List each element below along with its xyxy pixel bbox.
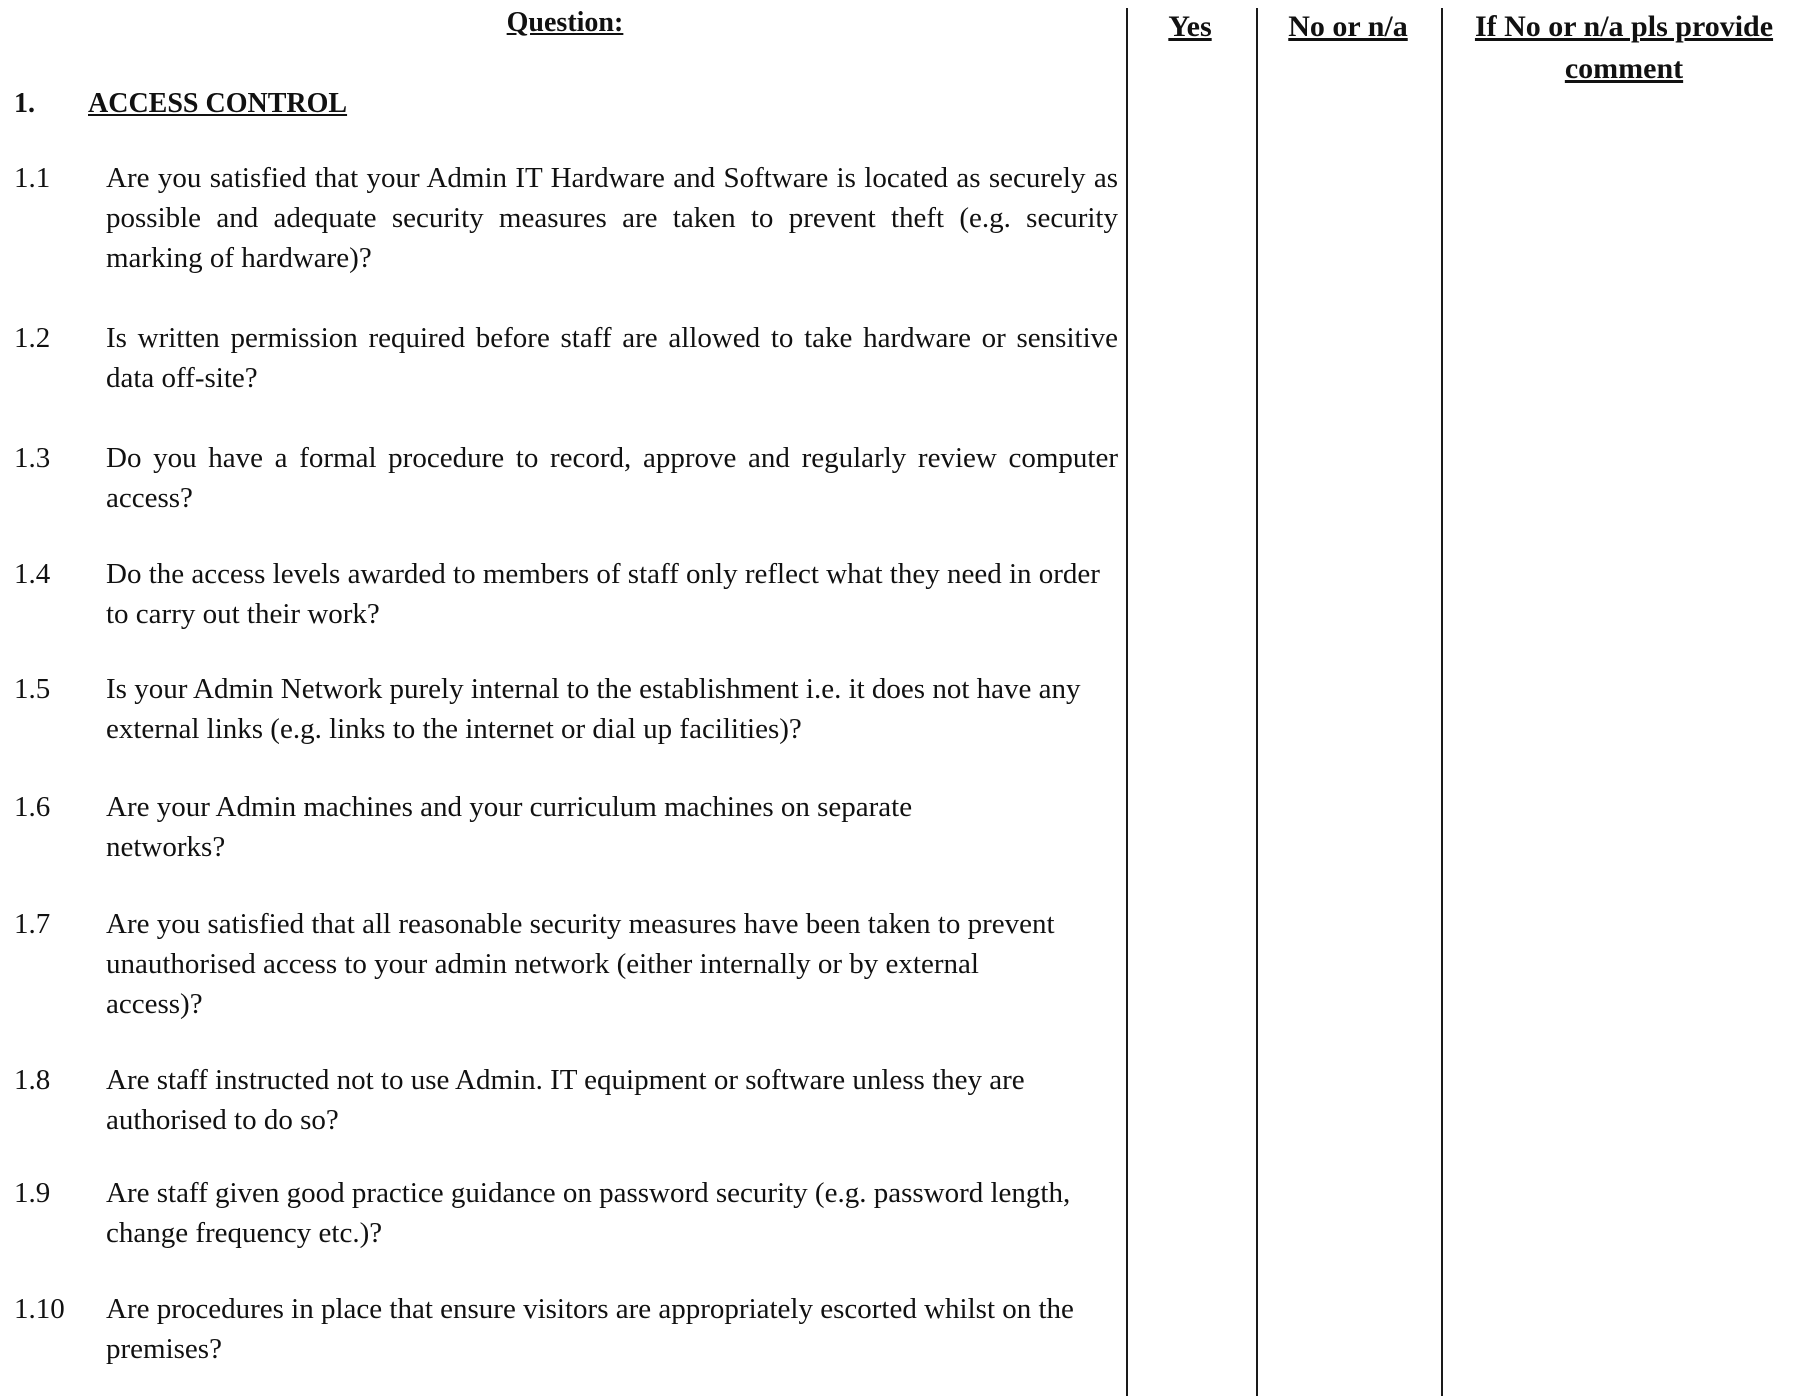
header-question: Question:: [506, 7, 624, 38]
question-number: 1.1: [14, 162, 51, 194]
section-title: ACCESS CONTROL: [88, 88, 348, 119]
question-text: Are procedures in place that ensure visitors are appropriately escorted whilst on the premises?: [106, 1293, 1074, 1365]
column-divider-yes-no: [1256, 8, 1258, 1396]
question-text: Do you have a formal procedure to record, approve and regularly review computer access?: [106, 442, 1118, 514]
column-divider-no-comment: [1441, 8, 1443, 1396]
header-yes: Yes: [1168, 10, 1212, 43]
question-text: Are your Admin machines and your curriculum machines on separate networks?: [106, 791, 913, 863]
question-item: [14, 1289, 1118, 1369]
question-number: 1.4: [14, 558, 51, 590]
header-comment: If No or n/a pls provide comment: [1474, 10, 1774, 85]
question-item: [14, 158, 1118, 278]
section-number: 1.: [14, 88, 35, 119]
question-text: Are you satisfied that your Admin IT Hardware and Software is located as securely as possible and adequate security measures are taken to prevent theft (e.g. security marking of hardware)?: [106, 162, 1118, 274]
question-item: [14, 438, 1118, 518]
question-text: Is your Admin Network purely internal to the establishment i.e. it does not have any external links (e.g. links to the internet or dial up facilities)?: [106, 673, 1081, 745]
question-number: 1.9: [14, 1177, 51, 1209]
question-item: [14, 1173, 1118, 1253]
question-item: [14, 787, 1118, 867]
question-text: Is written permission required before staff are allowed to take hardware or sensitive data off-site?: [106, 322, 1118, 394]
header-no-or-na: No or n/a: [1288, 10, 1408, 43]
question-number: 1.6: [14, 791, 51, 823]
question-text: Are staff instructed not to use Admin. IT equipment or software unless they are authorised to do so?: [106, 1064, 1025, 1136]
question-item: [14, 669, 1118, 749]
question-number: 1.10: [14, 1293, 65, 1325]
question-text: Do the access levels awarded to members of staff only reflect what they need in order to carry out their work?: [106, 558, 1100, 630]
question-item: [14, 904, 1118, 1024]
question-item: [14, 318, 1118, 398]
question-number: 1.7: [14, 908, 51, 940]
question-text: Are staff given good practice guidance on password security (e.g. password length, change frequency etc.)?: [106, 1177, 1071, 1249]
question-item: [14, 1060, 1118, 1140]
question-number: 1.3: [14, 442, 51, 474]
question-text: Are you satisfied that all reasonable security measures have been taken to prevent unauthorised access to your admin network (either internally or by external access)?: [106, 908, 1055, 1020]
question-item: [14, 554, 1118, 634]
question-number: 1.2: [14, 322, 51, 354]
section-heading: [14, 84, 347, 124]
question-number: 1.8: [14, 1064, 51, 1096]
column-divider-question-yes: [1126, 8, 1128, 1396]
question-number: 1.5: [14, 673, 51, 705]
